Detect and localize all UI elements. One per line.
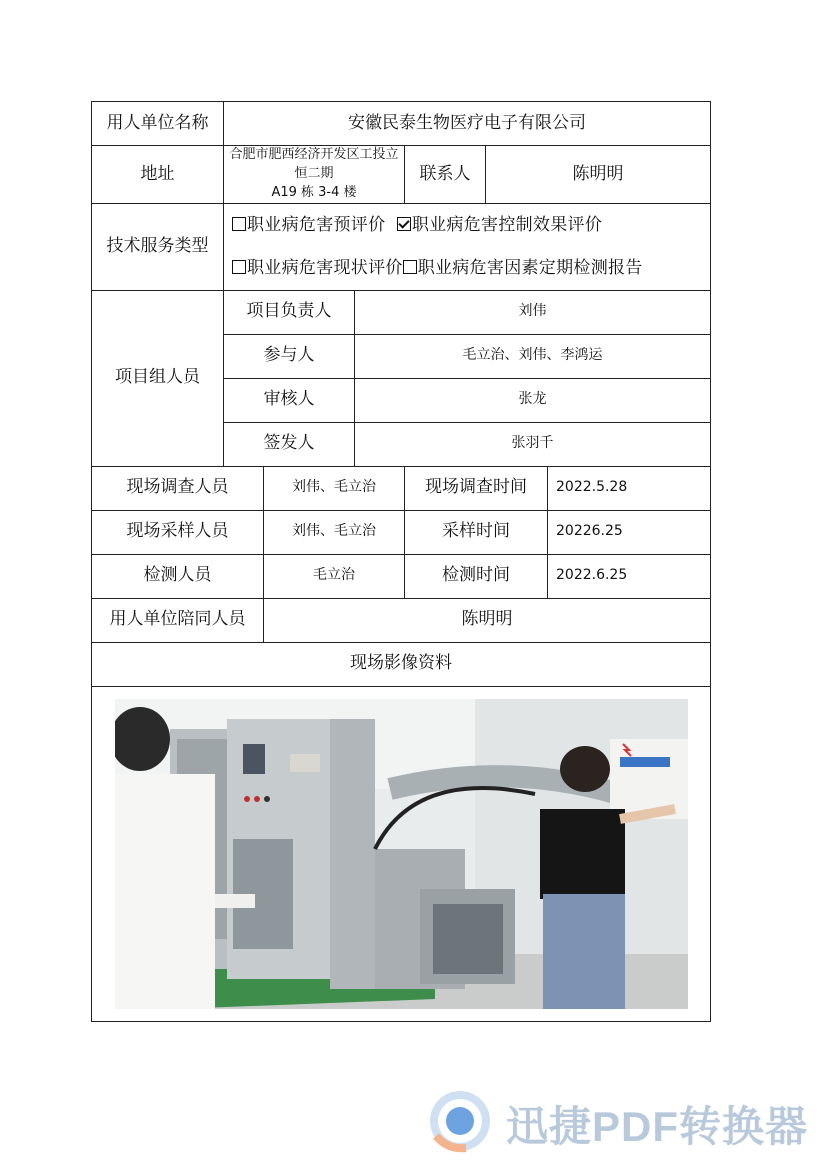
team-member: 毛立治、刘伟、李鸿运 <box>355 334 711 378</box>
service-option-label: 职业病危害控制效果评价 <box>411 214 603 235</box>
service-option[interactable] <box>397 215 602 235</box>
team-role: 审核人 <box>224 378 355 422</box>
team-label: 项目组人员 <box>92 290 224 466</box>
sampling-time-value: 20226.25 <box>548 510 711 554</box>
checkbox-icon[interactable] <box>232 217 246 231</box>
service-option[interactable] <box>232 215 385 235</box>
watermark-text: 迅捷PDF转换器 <box>506 1103 809 1150</box>
team-member: 刘伟 <box>355 290 711 334</box>
sampling-time-label: 采样时间 <box>405 510 548 554</box>
photo-cell <box>92 686 711 1021</box>
survey-form-table <box>91 101 711 1022</box>
employer-value: 安徽民泰生物医疗电子有限公司 <box>224 102 711 146</box>
accompany-value: 陈明明 <box>264 598 711 642</box>
address-value <box>224 146 405 204</box>
address-label: 地址 <box>92 146 224 204</box>
checkbox-checked-icon[interactable] <box>397 217 411 231</box>
team-member: 张龙 <box>355 378 711 422</box>
team-member: 张羽千 <box>355 422 711 466</box>
address-line-2: A19 栋 3-4 楼 <box>271 184 357 200</box>
service-option[interactable] <box>232 258 403 278</box>
watermark <box>426 1088 816 1154</box>
checkbox-icon[interactable] <box>232 260 246 274</box>
service-options-line-2 <box>232 247 710 290</box>
testing-time-label: 检测时间 <box>405 554 548 598</box>
service-options-line-1 <box>232 204 710 247</box>
team-role: 项目负责人 <box>224 290 355 334</box>
team-role: 签发人 <box>224 422 355 466</box>
contact-label: 联系人 <box>405 146 486 204</box>
service-option-label: 职业病危害现状评价 <box>247 257 403 278</box>
testing-time-value: 2022.6.25 <box>548 554 711 598</box>
employer-label: 用人单位名称 <box>92 102 224 146</box>
logo-icon <box>426 1088 496 1154</box>
address-line-1: 合肥市肥西经济开发区工投立恒二期 <box>229 147 399 181</box>
contact-value: 陈明明 <box>486 146 711 204</box>
survey-staff-label: 现场调查人员 <box>92 466 264 510</box>
photo-section-title: 现场影像资料 <box>92 642 711 686</box>
service-option-label: 职业病危害因素定期检测报告 <box>417 257 643 278</box>
sampling-staff-value: 刘伟、毛立治 <box>264 510 405 554</box>
survey-time-value: 2022.5.28 <box>548 466 711 510</box>
service-type-options <box>224 203 711 290</box>
survey-staff-value: 刘伟、毛立治 <box>264 466 405 510</box>
testing-staff-label: 检测人员 <box>92 554 264 598</box>
service-option[interactable] <box>403 258 643 278</box>
service-type-label: 技术服务类型 <box>92 203 224 290</box>
accompany-label: 用人单位陪同人员 <box>92 598 264 642</box>
testing-staff-value: 毛立治 <box>264 554 405 598</box>
service-option-label: 职业病危害预评价 <box>247 214 386 235</box>
survey-time-label: 现场调查时间 <box>405 466 548 510</box>
team-role: 参与人 <box>224 334 355 378</box>
sampling-staff-label: 现场采样人员 <box>92 510 264 554</box>
site-photo <box>115 699 688 1009</box>
checkbox-icon[interactable] <box>403 260 417 274</box>
